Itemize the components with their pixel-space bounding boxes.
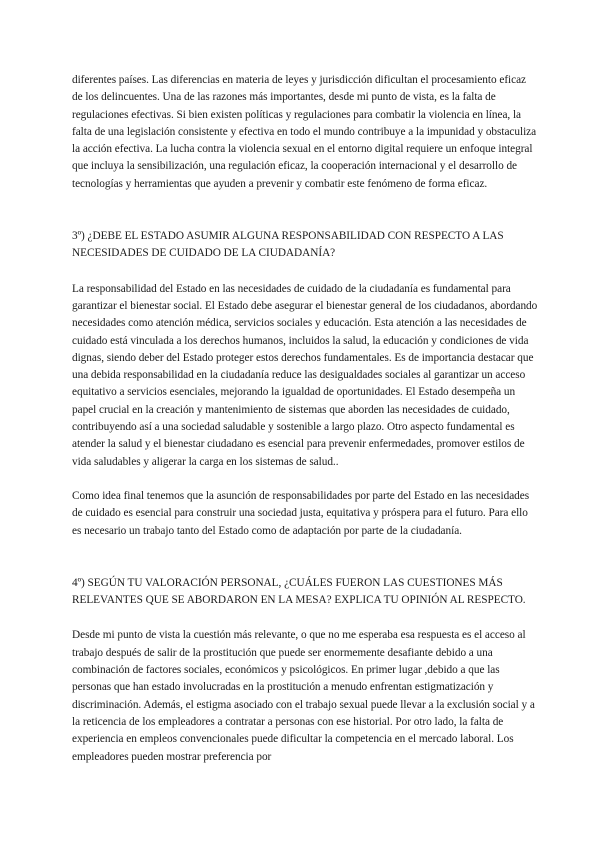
intro-paragraph: diferentes países. Las diferencias en materia de leyes y jurisdicción dificultan el procesamiento eficaz de los delincuentes. Una de las razones más importantes, desde mi punto de vista, es la falta de regulaciones efectivas. Si bien existen políticas y regulaciones para combatir la violencia en línea, la falta de una legislación consistente y efectiva en todo el mundo contribuye a la impunidad y obstaculiza la acción efectiva. La lucha contra la violencia sexual en el entorno digital requiere un enfoque integral que incluya la sensibilización, una regulación eficaz, la cooperación internacional y el desarrollo de tecnologías y herramientas que ayuden a prevenir y combatir este fenómeno de forma eficaz. bbox=[72, 74, 537, 190]
section-3-paragraph-2: Como idea final tenemos que la asunción de responsabilidades por parte del Estado en las necesidades de cuidado es esencial para construir una sociedad justa, equitativa y próspera para el futuro. Para ello es necesario un trabajo tanto del Estado como de adaptación por parte de la ciudadanía. bbox=[72, 489, 530, 537]
section-3-paragraph-1: La responsabilidad del Estado en las necesidades de cuidado de la ciudadanía es fundamental para garantizar el bienestar social. El Estado debe asegurar el bienestar general de los ciudadanos, abordando necesidades como atención médica, servicios sociales y educación. Esta atención a las necesidades de cuidado está vinculada a los derechos humanos, incluidos la salud, la educación y condiciones de vida dignas, siendo deber del Estado proteger estos derechos fundamentales. Es de importancia destacar que una debida responsabilidad en la ciudadanía reduce las desigualdades sociales al garantizar un acceso equitativo a servicios esenciales, mejorando la igualdad de oportunidades. El Estado desempeña un papel crucial en la creación y mantenimiento de sistemas que aborden las necesidades de cuidado, contribuyendo así a una sociedad saludable y sostenible a largo plazo. Otro aspecto fundamental es atender la salud y el bienestar ciudadano es esencial para prevenir enfermedades, promover estilos de vida saludables y aligerar la carga en los sistemas de salud.. bbox=[72, 282, 538, 468]
section-4-heading: 4º) SEGÚN TU VALORACIÓN PERSONAL, ¿CUÁLES FUERON LAS CUESTIONES MÁS RELEVANTES QUE SE ABORDARON EN LA MESA? EXPLICA TU OPINIÓN AL RESPECTO. bbox=[72, 576, 526, 607]
section-3-heading: 3º) ¿DEBE EL ESTADO ASUMIR ALGUNA RESPONSABILIDAD CON RESPECTO A LAS NECESIDADES DE CUIDADO DE LA CIUDADANÍA? bbox=[72, 230, 504, 260]
section-4-paragraph-1: Desde mi punto de vista la cuestión más relevante, o que no me esperaba esa respuesta es el acceso al trabajo después de salir de la prostitución que puede ser enormemente desafiante debido a una combinación de factores sociales, económicos y psicológicos. En primer lugar ,debido a que las personas que han estado involucradas en la prostitución a menudo enfrentan estigmatización y discriminación. Además, el estigma asociado con el trabajo sexual puede llevar a la exclusión social y a la reticencia de los empleadores a contratar a personas con ese historial. Por otro lado, la falta de experiencia en empleos convencionales puede dificultar la competencia en el mercado laboral. Los empleadores pueden mostrar preferencia por bbox=[72, 629, 535, 763]
